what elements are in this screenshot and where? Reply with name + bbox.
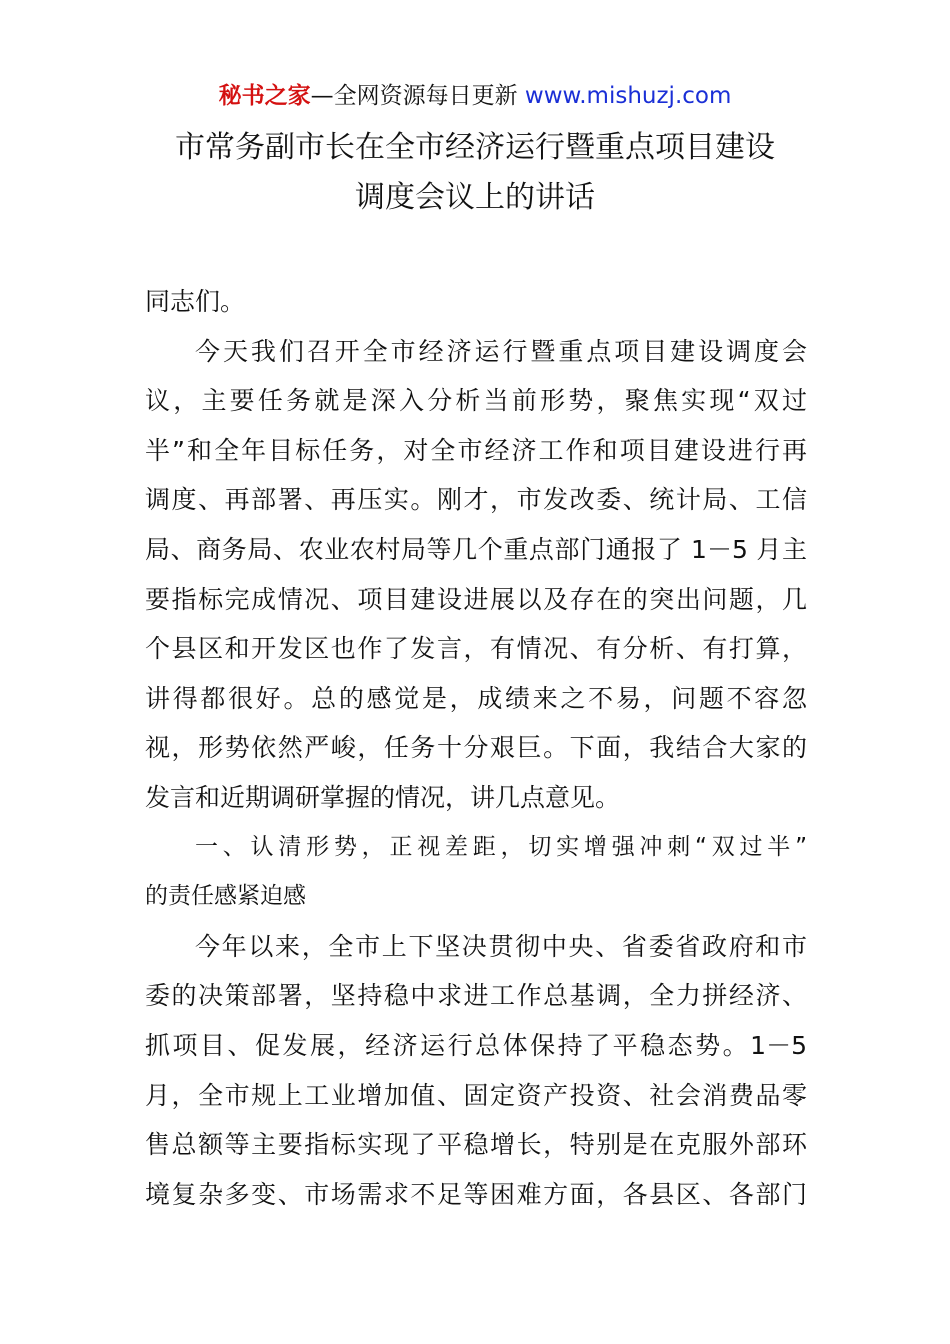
site-banner: [0, 80, 950, 112]
paragraph-opening: [145, 327, 807, 823]
paragraph-line: 售总额等主要指标实现了平稳增长，特别是在克服外部环: [145, 1130, 807, 1160]
paragraph-line: 讲得都很好。总的感觉是，成绩来之不易，问题不容忽: [145, 683, 807, 713]
greeting: 同志们。: [145, 287, 246, 316]
title-line: 市常务副市长在全市经济运行暨重点项目建设: [175, 130, 775, 165]
paragraph-line: 局、商务局、农业农村局等几个重点部门通报了 1－5 月主: [145, 534, 807, 564]
brand-name: 秘书之家: [218, 83, 311, 109]
paragraph-line: 议，主要任务就是深入分析当前形势，聚焦实现“双过: [145, 386, 807, 416]
paragraph-situation: [145, 922, 807, 1220]
title-line: 调度会议上的讲话: [355, 180, 595, 215]
paragraph-line: 抓项目、促发展，经济运行总体保持了平稳态势。1－5: [145, 1030, 807, 1060]
paragraph-line: 调度、再部署、再压实。刚才，市发改委、统计局、工信: [145, 485, 807, 515]
paragraph-line: 今天我们召开全市经济运行暨重点项目建设调度会: [195, 336, 807, 366]
banner-tagline: —全网资源每日更新: [310, 83, 525, 109]
document-body: [145, 277, 807, 1219]
paragraph-line: 委的决策部署，坚持稳中求进工作总基调，全力拼经济、: [145, 981, 807, 1011]
site-url-link[interactable]: www.mishuzj.com: [524, 83, 732, 109]
heading-line: 一、认清形势，正视差距，切实增强冲刺“双过半”: [195, 833, 807, 860]
paragraph-line: 境复杂多变、市场需求不足等困难方面，各县区、各部门: [145, 1179, 807, 1209]
paragraph-line: 今年以来，全市上下坚决贯彻中央、省委省政府和市: [195, 931, 807, 961]
paragraph-line: 发言和近期调研掌握的情况，讲几点意见。: [145, 782, 621, 812]
paragraph-line: 视，形势依然严峻，任务十分艰巨。下面，我结合大家的: [145, 733, 807, 763]
paragraph-line: 要指标完成情况、项目建设进展以及存在的突出问题，几: [145, 584, 807, 614]
paragraph-line: 月，全市规上工业增加值、固定资产投资、社会消费品零: [145, 1080, 807, 1110]
document-title: [120, 123, 830, 223]
paragraph-line: 半”和全年目标任务，对全市经济工作和项目建设进行再: [145, 435, 807, 465]
section-heading-1: [145, 823, 807, 922]
heading-line: 的责任感紧迫感: [145, 883, 306, 910]
paragraph-line: 个县区和开发区也作了发言，有情况、有分析、有打算，: [145, 634, 807, 664]
